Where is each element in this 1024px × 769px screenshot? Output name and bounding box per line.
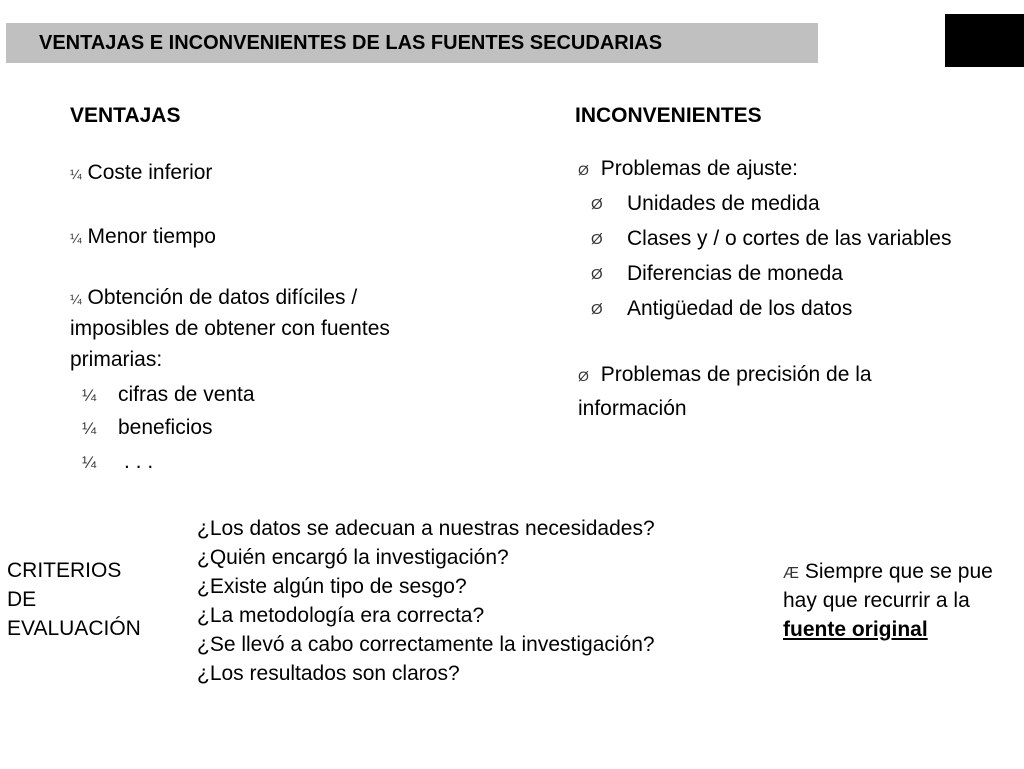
bullet-icon: ¼ [82,386,97,405]
inconveniente-text: Problemas de ajuste: [600,157,799,180]
ventaja-subitem: . . . [124,450,154,473]
note-line [783,560,993,586]
bullet-icon: ¼ [82,419,97,438]
bullet-icon: ¼ [82,453,97,472]
corner-block [945,14,1024,67]
ventaja-text-continued: primarias: [70,348,163,371]
ventaja-item [70,161,212,186]
ventaja-text: Obtención de datos difíciles / [87,286,358,309]
bullet-icon: ¼ [70,166,82,182]
note-text: Siempre que se pue [804,560,993,583]
ventaja-subitem: beneficios [118,416,213,439]
bullet-icon: ¼ [70,230,82,246]
ventaja-item [70,286,357,311]
ventajas-heading: VENTAJAS [70,104,181,127]
inconveniente-item [578,363,872,388]
bullet-icon: Ø [591,266,603,283]
ventaja-item [70,225,216,250]
inconveniente-item [578,157,798,182]
criterio-question: ¿Los datos se adecuan a nuestras necesidades? [197,517,655,540]
note-line: hay que recurrir a la [783,589,970,612]
ventaja-text: Menor tiempo [87,225,216,248]
bullet-icon: Æ [783,565,799,582]
bullet-icon: Ø [591,301,603,318]
inconveniente-subitem: Clases y / o cortes de las variables [627,227,952,250]
ventaja-text-continued: imposibles de obtener con fuentes [70,317,390,340]
inconveniente-text: Problemas de precisión de la [600,363,872,386]
slide-title: VENTAJAS E INCONVENIENTES DE LAS FUENTES SECUDARIAS [6,23,818,63]
bullet-icon: Ø [578,162,589,178]
criterios-label: CRITERIOS [7,559,122,582]
inconveniente-text-continued: información [578,397,687,420]
criterios-label: DE [7,588,37,611]
criterios-label: EVALUACIÓN [7,617,141,640]
inconveniente-subitem: Diferencias de moneda [627,262,843,285]
fuente-original-emphasis: fuente original [783,618,928,641]
ventaja-subitem: cifras de venta [118,383,255,406]
bullet-icon: Ø [578,368,589,384]
inconvenientes-heading: INCONVENIENTES [575,104,762,127]
bullet-icon: Ø [591,231,603,248]
criterio-question: ¿Quién encargó la investigación? [197,546,509,569]
bullet-icon: ¼ [70,291,82,307]
criterio-question: ¿La metodología era correcta? [197,604,485,627]
inconveniente-subitem: Unidades de medida [627,192,820,215]
bullet-icon: Ø [591,196,603,213]
ventaja-text: Coste inferior [87,161,213,184]
criterio-question: ¿Existe algún tipo de sesgo? [197,575,467,598]
criterio-question: ¿Los resultados son claros? [197,662,460,685]
inconveniente-subitem: Antigüedad de los datos [627,297,853,320]
criterio-question: ¿Se llevó a cabo correctamente la investigación? [197,633,655,656]
